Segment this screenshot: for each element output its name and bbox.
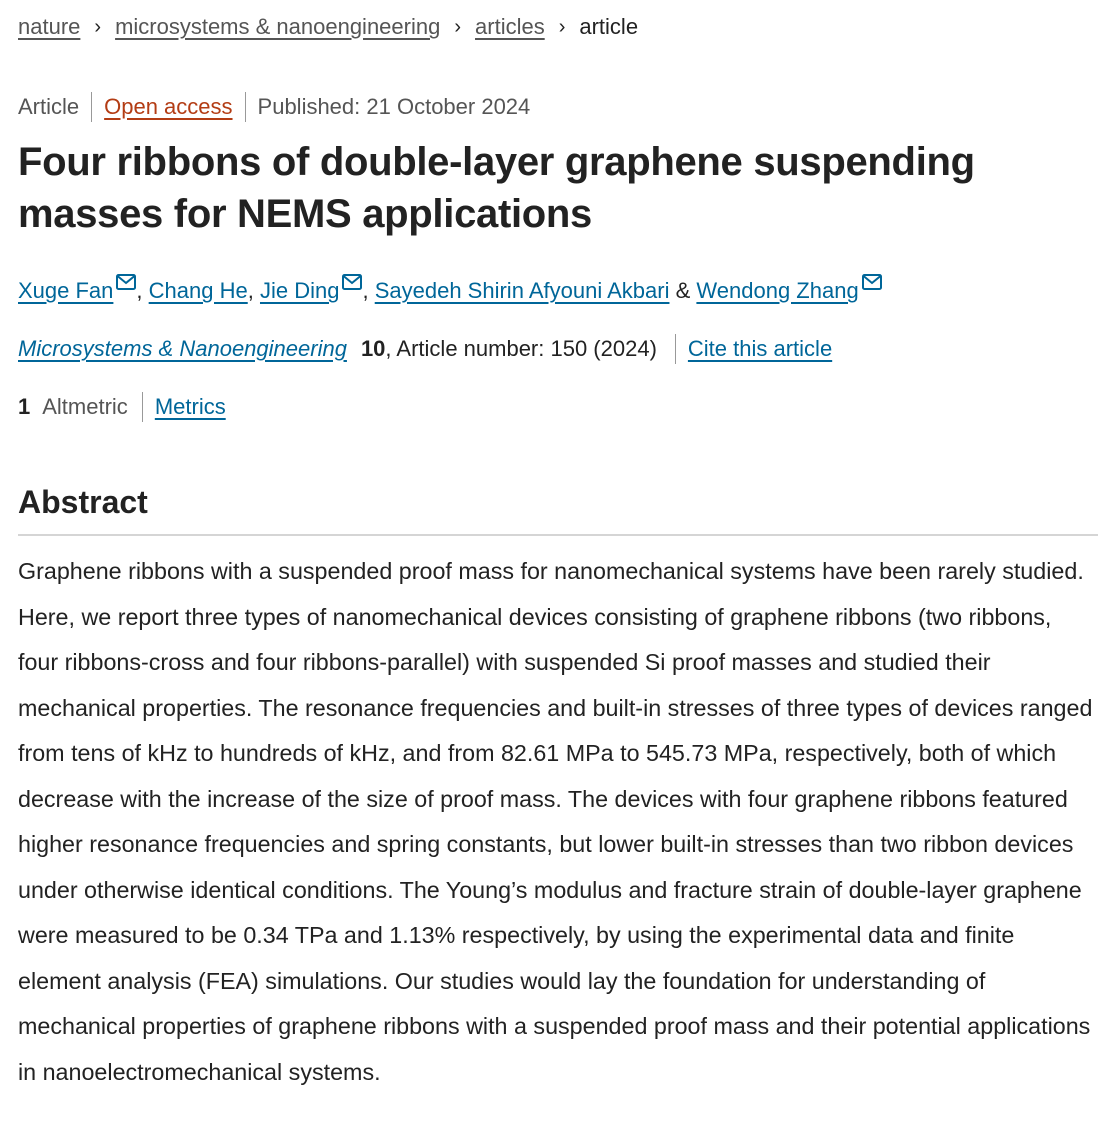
- abstract-text: Graphene ribbons with a suspended proof mass for nanomechanical systems have been rarely studied. Here, we report three types of nanomechanical devices consisting of graphene ribbons (two ribbons, four ribbons-cross and four ribbons-parallel) with suspended Si proof masses and studied their mechanical properties. The resonance frequencies and built-in stresses of three types of devices ranged from tens of kHz to hundreds of kHz, and from 82.61 MPa to 545.73 MPa, respectively, both of which decrease with the increase of the size of proof mass. The devices with four graphene ribbons featured higher resonance frequencies and spring constants, but lower built-in stresses than two ribbon devices under otherwise identical conditions. The Young’s modulus and fracture strain of double-layer graphene were measured to be 0.34 TPa and 1.13% respectively, by using the experimental data and finite element analysis (FEA) simulations. Our studies would lay the foundation for understanding of mechanical properties of graphene ribbons with a suspended proof mass and their potential applications in nanoelectromechanical systems.: [18, 558, 1093, 1085]
- author-list: [18, 266, 882, 308]
- author-separator: ,: [247, 278, 254, 303]
- divider: [91, 92, 92, 122]
- article-info: [18, 92, 530, 122]
- author-separator: ,: [136, 278, 143, 303]
- section-divider: [18, 534, 1098, 536]
- journal-details: , Article number: 150 (2024): [385, 336, 657, 361]
- author-separator: ,: [362, 278, 369, 303]
- article-metrics: [18, 392, 226, 422]
- journal-link[interactable]: Microsystems & Nanoengineering: [18, 336, 347, 361]
- author-link[interactable]: Chang He: [148, 278, 248, 303]
- metrics-link[interactable]: Metrics: [154, 394, 226, 419]
- cite-this-article-link[interactable]: Cite this article: [687, 336, 833, 361]
- article-title: Four ribbons of double-layer graphene suspending masses for NEMS applications: [18, 140, 975, 236]
- divider: [675, 334, 676, 364]
- divider: [245, 92, 246, 122]
- author-link[interactable]: Wendong Zhang: [696, 278, 859, 303]
- journal-volume: 10: [360, 336, 386, 361]
- mail-icon[interactable]: [116, 266, 136, 300]
- breadcrumb-link-journal[interactable]: microsystems & nanoengineering: [115, 14, 441, 39]
- chevron-right-icon: ›: [558, 16, 566, 38]
- breadcrumb-link-nature[interactable]: nature: [18, 14, 81, 39]
- chevron-right-icon: ›: [454, 16, 462, 38]
- abstract-heading: Abstract: [18, 484, 148, 520]
- chevron-right-icon: ›: [94, 16, 102, 38]
- breadcrumb: [18, 12, 638, 42]
- author-and: &: [675, 278, 691, 303]
- mail-icon[interactable]: [342, 266, 362, 300]
- author-link[interactable]: Sayedeh Shirin Afyouni Akbari: [374, 278, 670, 303]
- divider: [142, 392, 143, 422]
- author-link[interactable]: Jie Ding: [259, 278, 340, 303]
- altmetric-label: Altmetric: [42, 394, 128, 419]
- breadcrumb-link-articles[interactable]: articles: [475, 14, 545, 39]
- breadcrumb-current: article: [579, 14, 639, 39]
- open-access-link[interactable]: Open access: [104, 94, 233, 119]
- article-type: Article: [18, 94, 80, 119]
- journal-info: [18, 334, 832, 364]
- published-date: Published: 21 October 2024: [257, 94, 531, 119]
- altmetric-count: 1: [18, 394, 31, 419]
- author-link[interactable]: Xuge Fan: [18, 278, 114, 303]
- mail-icon[interactable]: [862, 266, 882, 300]
